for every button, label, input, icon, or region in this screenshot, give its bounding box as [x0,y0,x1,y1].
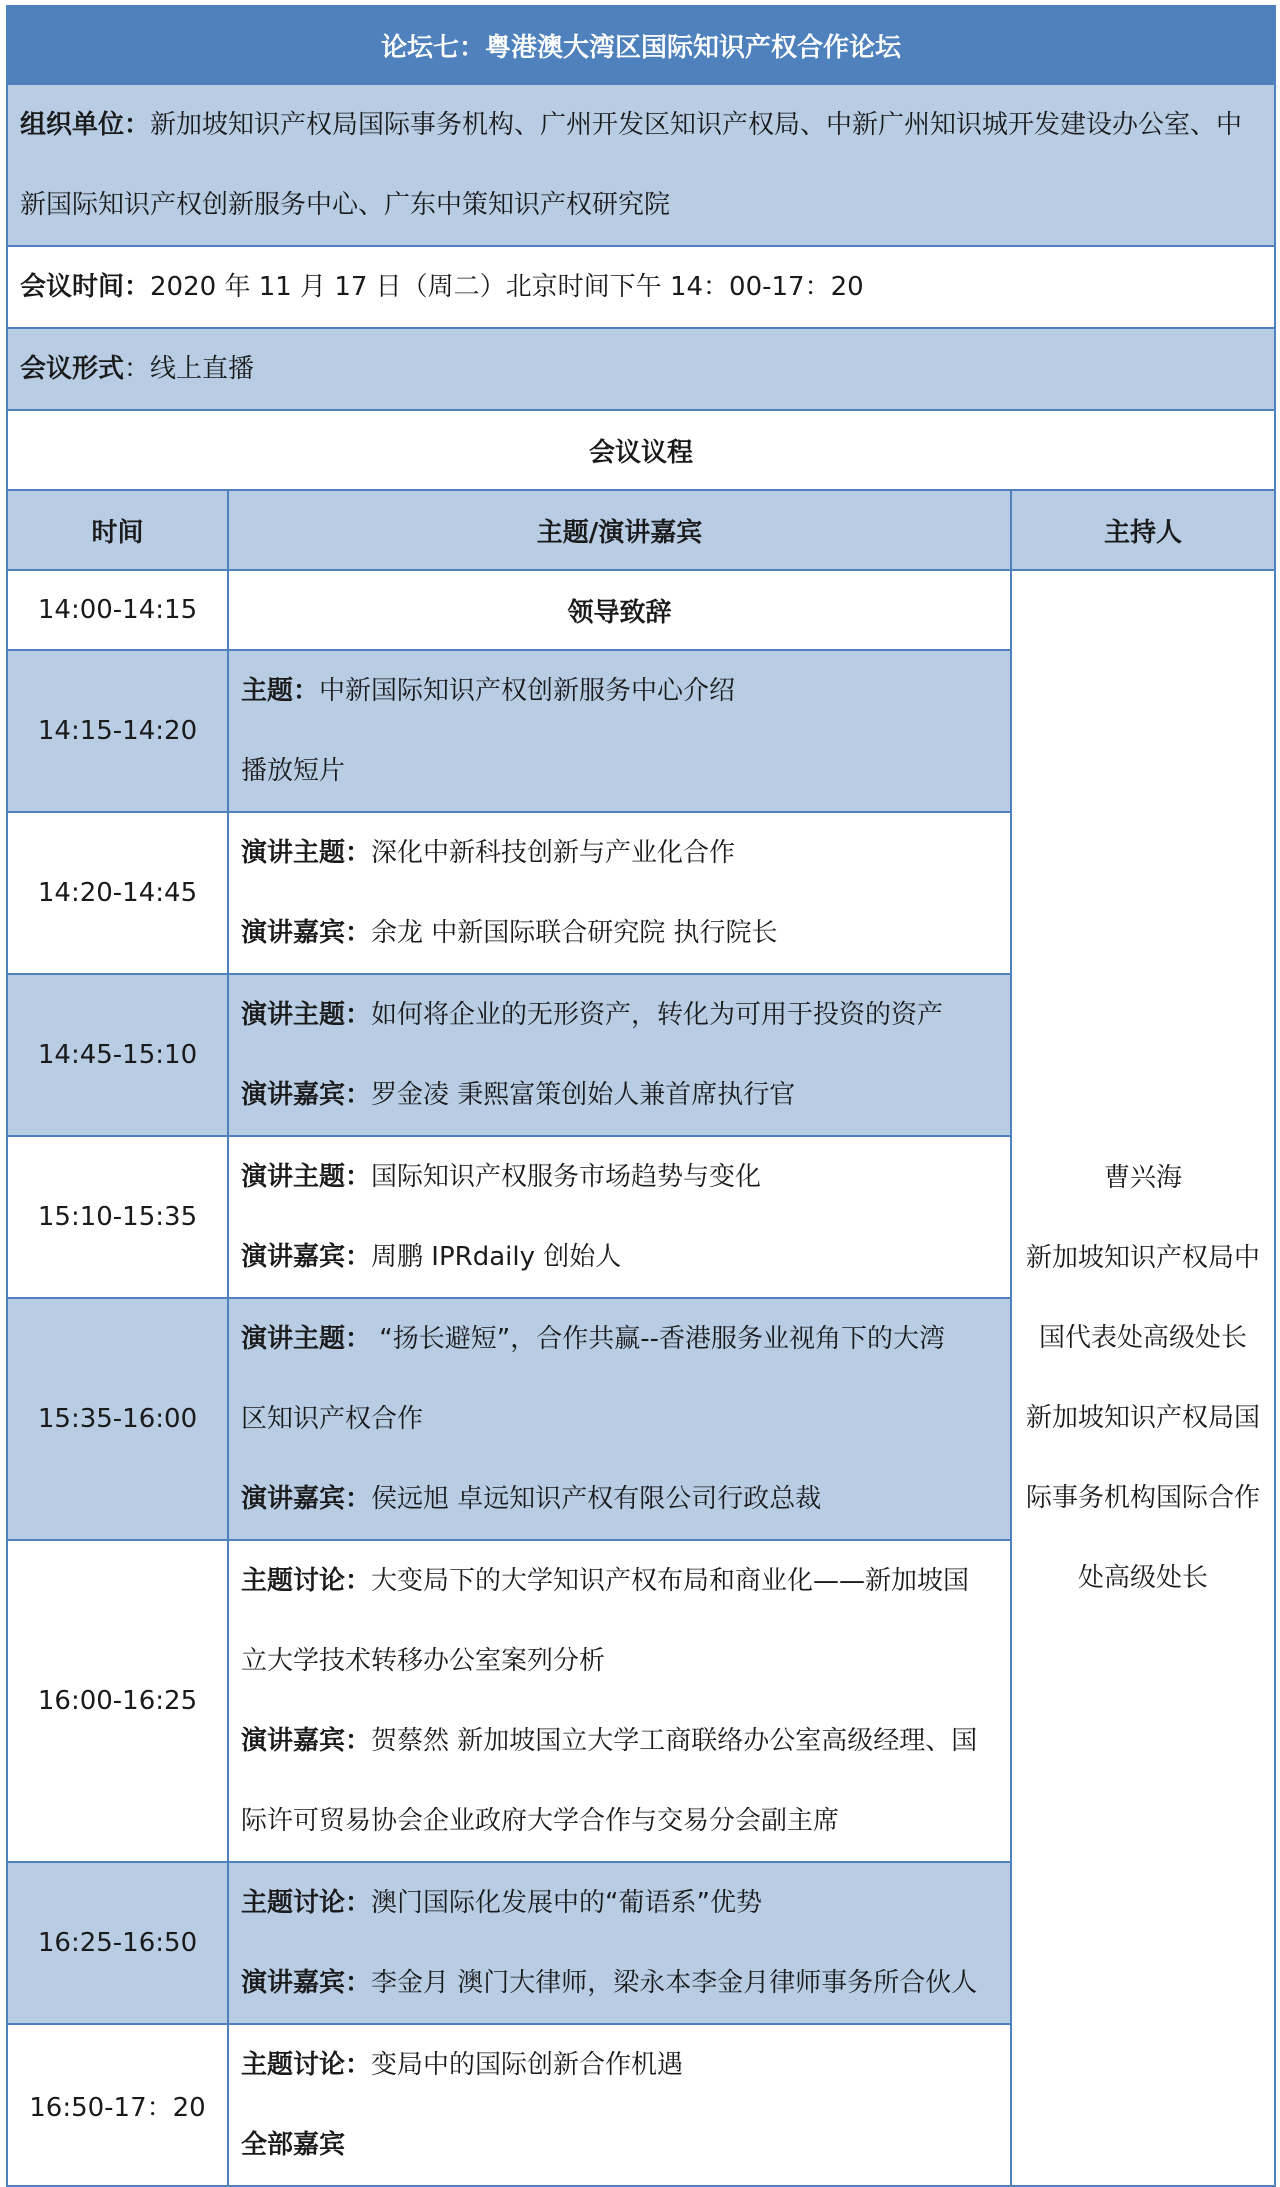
header-topic: 主题/演讲嘉宾 [228,490,1011,570]
topic-note: 播放短片 [241,756,346,786]
topic-label: 主题讨论： [241,1888,372,1918]
meeting-time-value: 2020 年 11 月 17 日（周二）北京时间下午 14：00-17：20 [150,272,864,302]
topic-text: 变局中的国际创新合作机遇 [371,2050,684,2080]
row-time: 16:50-17：20 [7,2024,228,2186]
meeting-time-label: 会议时间： [20,272,151,302]
host-cell [1011,570,1275,2186]
speaker-text: 侯远旭 卓远知识产权有限公司行政总裁 [371,1484,822,1514]
topic-label: 演讲主题： [241,838,372,868]
topic-label: 演讲主题： [241,1324,372,1354]
row-time: 16:25-16:50 [7,1862,228,2024]
speaker-text: 周鹏 IPRdaily 创始人 [371,1242,622,1272]
row-time: 14:45-15:10 [7,974,228,1136]
row-time: 16:00-16:25 [7,1540,228,1862]
forum-title: 论坛七：粤港澳大湾区国际知识产权合作论坛 [7,6,1275,84]
row-content [228,2024,1011,2186]
host-line: 际事务机构国际合作 [1026,1483,1261,1513]
row-content [228,1298,1011,1540]
header-host: 主持人 [1011,490,1275,570]
speaker-label: 演讲嘉宾： [241,918,372,948]
agenda-title: 会议议程 [7,410,1275,490]
topic-text: 如何将企业的无形资产，转化为可用于投资的资产 [371,1000,944,1030]
organizer-cell [7,84,1275,246]
host-line: 处高级处长 [1078,1563,1209,1593]
host-line: 新加坡知识产权局国 [1026,1403,1261,1433]
meeting-time-cell [7,246,1275,328]
row-content [228,974,1011,1136]
row-time: 14:20-14:45 [7,812,228,974]
speaker-text: 罗金凌 秉熙富策创始人兼首席执行官 [371,1080,796,1110]
topic-label: 演讲主题： [241,1000,372,1030]
topic-text: “扬长避短”，合作共赢--香港服务业视角下的大湾 [371,1324,945,1354]
meeting-format-label: 会议形式 [20,354,125,384]
forum-agenda-table [6,5,1276,2187]
host-line: 新加坡知识产权局中 [1026,1243,1261,1273]
topic-text: 深化中新科技创新与产业化合作 [371,838,736,868]
topic-text-continued: 区知识产权合作 [241,1404,424,1434]
speaker-text-continued: 际许可贸易协会企业政府大学合作与交易分会副主席 [241,1806,840,1836]
row-time: 14:00-14:15 [7,570,228,650]
header-time: 时间 [7,490,228,570]
row-content [228,1862,1011,2024]
speaker-text: 余龙 中新国际联合研究院 执行院长 [371,918,778,948]
topic-text: 澳门国际化发展中的“葡语系”优势 [371,1888,762,1918]
speaker-text: 李金月 澳门大律师，梁永本李金月律师事务所合伙人 [371,1968,978,1998]
speaker-label: 演讲嘉宾： [241,1726,372,1756]
topic-text: 中新国际知识产权创新服务中心介绍 [319,676,736,706]
row-time: 15:10-15:35 [7,1136,228,1298]
speaker-label: 演讲嘉宾： [241,1484,372,1514]
organizer-line-2: 新国际知识产权创新服务中心、广东中策知识产权研究院 [20,190,671,220]
speaker-label: 演讲嘉宾： [241,1968,372,1998]
meeting-format-value: ：线上直播 [124,354,255,384]
row-content [228,812,1011,974]
topic-label: 主题： [241,676,320,706]
speaker-label: 演讲嘉宾： [241,1080,372,1110]
host-line: 曹兴海 [1104,1163,1183,1193]
speaker-label: 全部嘉宾 [241,2130,346,2160]
row-title: 领导致辞 [228,570,1011,650]
speaker-text: 贺蔡然 新加坡国立大学工商联络办公室高级经理、国 [371,1726,978,1756]
agenda-document [6,5,1274,2187]
row-content [228,1540,1011,1862]
row-time: 14:15-14:20 [7,650,228,812]
topic-label: 主题讨论： [241,1566,372,1596]
topic-text-continued: 立大学技术转移办公室案列分析 [241,1646,606,1676]
host-line: 国代表处高级处长 [1039,1323,1248,1353]
row-time: 15:35-16:00 [7,1298,228,1540]
speaker-label: 演讲嘉宾： [241,1242,372,1272]
row-content [228,650,1011,812]
row-content [228,1136,1011,1298]
table-row [7,570,1275,650]
topic-label: 主题讨论： [241,2050,372,2080]
organizer-line-1: 新加坡知识产权局国际事务机构、广州开发区知识产权局、中新广州知识城开发建设办公室、中 [150,110,1243,140]
topic-text: 大变局下的大学知识产权布局和商业化——新加坡国 [371,1566,970,1596]
topic-text: 国际知识产权服务市场趋势与变化 [371,1162,762,1192]
topic-label: 演讲主题： [241,1162,372,1192]
meeting-format-cell [7,328,1275,410]
organizer-label: 组织单位： [20,110,151,140]
